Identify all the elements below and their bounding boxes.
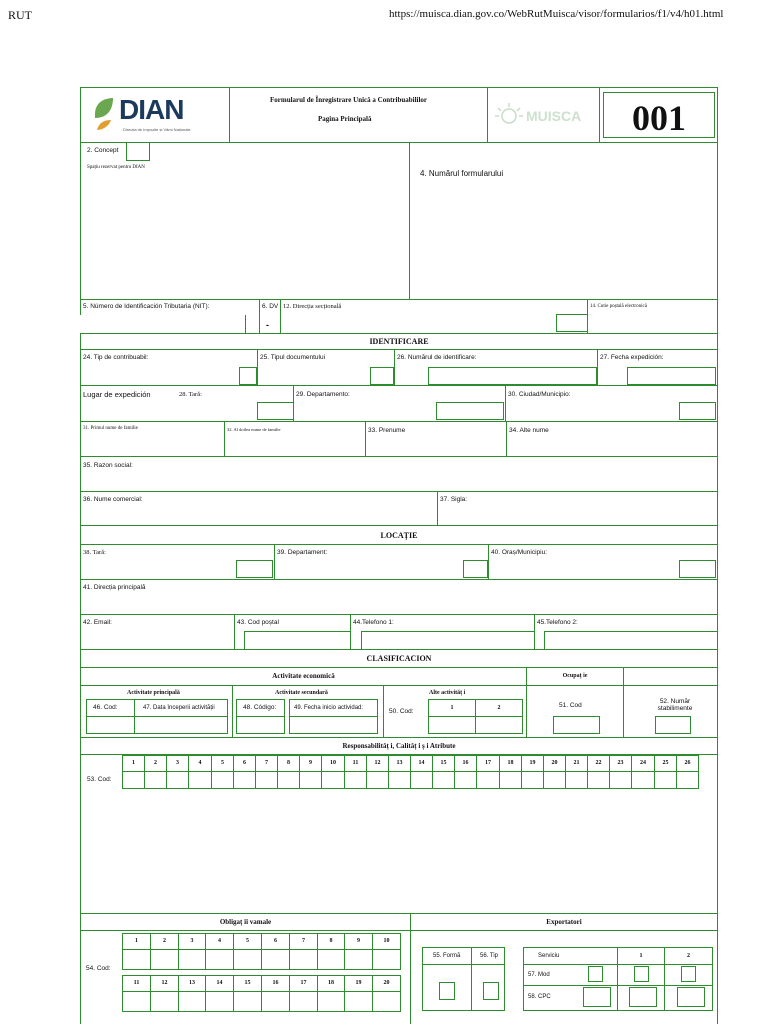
serviciu-col-1-label: 1: [639, 953, 643, 959]
f28-label: 28. Tară:: [179, 391, 202, 398]
f53-col-header: [654, 755, 677, 772]
f24-label: 24. Tip de contribuabil:: [83, 354, 149, 361]
f54-input[interactable]: [205, 991, 234, 1012]
f54-input[interactable]: [205, 949, 234, 970]
f54-col-label: 6: [274, 938, 277, 944]
f53-col-header: [676, 755, 699, 772]
f53-col-header: [521, 755, 544, 772]
f33-cell: [365, 421, 507, 457]
f53-col-label: 6: [243, 760, 246, 766]
f46-label-box: [86, 699, 135, 717]
f53-col-header: [410, 755, 433, 772]
f27-label: 27. Fecha expedición:: [600, 354, 664, 361]
f39-label: 39. Departament:: [277, 549, 328, 556]
direction-cell: [280, 299, 588, 334]
locatie-title: LOCAȚIE: [380, 531, 418, 540]
direction-input[interactable]: [556, 314, 588, 332]
reserved-label: Spațiu rezervat pentru DIAN: [87, 165, 145, 170]
f55-label: 55. Formă: [433, 953, 461, 959]
f53-col-header: [388, 755, 411, 772]
f54-col-label: 1: [135, 938, 138, 944]
activitate-title: Activitate economică: [272, 672, 335, 680]
f35-cell[interactable]: [80, 456, 718, 492]
f54-col-header: [205, 975, 234, 992]
obligatii-title: Obligaț ii vamale: [219, 918, 272, 926]
f54-col-label: 20: [383, 980, 390, 986]
f54-col-header: [261, 975, 290, 992]
f54-col-label: 14: [216, 980, 223, 986]
f53-col-label: 2: [154, 760, 157, 766]
f54-col-label: 17: [300, 980, 307, 986]
f49-label-box: [289, 699, 378, 717]
f53-input[interactable]: [432, 771, 455, 789]
f54-input[interactable]: [178, 991, 206, 1012]
f47-label: 47. Data începerii activității: [143, 705, 215, 711]
f54-input[interactable]: [233, 949, 262, 970]
clasificacion-header: [80, 649, 718, 668]
serviciu-col-1: [617, 947, 665, 965]
f53-col-label: 23: [617, 760, 624, 766]
f53-input[interactable]: [344, 771, 367, 789]
f56-input[interactable]: [483, 982, 499, 1000]
f54-input[interactable]: [372, 991, 401, 1012]
f42-label: 42. Email:: [83, 619, 112, 626]
f53-input[interactable]: [299, 771, 322, 789]
f53-input[interactable]: [122, 771, 145, 789]
dian-leaf-icon: [91, 96, 117, 132]
f53-col-header: [166, 755, 189, 772]
f54-col-label: 13: [189, 980, 195, 986]
f54-col-label: 19: [355, 980, 362, 986]
f46-input[interactable]: [86, 716, 135, 734]
f53-input[interactable]: [188, 771, 212, 789]
f40-input[interactable]: [679, 560, 716, 578]
f24-cell: [80, 349, 258, 386]
f47-label-box: [134, 699, 228, 717]
f54-col-header: [289, 933, 318, 950]
f54-col-label: 5: [246, 938, 249, 944]
f54-input[interactable]: [261, 949, 290, 970]
responsabilitati-title: Responsabilităț i, Calităț i ș i Atribute: [342, 742, 456, 750]
f27-input[interactable]: [627, 367, 716, 385]
dian-logo-text: DIAN: [119, 94, 184, 125]
f54-col-header: [233, 975, 262, 992]
f53-col-label: 13: [396, 760, 403, 766]
f52-input[interactable]: [655, 716, 691, 734]
dv-cell: [259, 299, 281, 334]
f35-label: 35. Razon social:: [83, 462, 133, 469]
f53-input[interactable]: [476, 771, 500, 789]
f53-input[interactable]: [676, 771, 699, 789]
logo-cell: [80, 87, 230, 143]
title-cell: [229, 87, 488, 143]
f53-input[interactable]: [211, 771, 234, 789]
f54-col-header: [344, 933, 373, 950]
alte-col-1-label: 1: [450, 705, 454, 711]
f53-col-label: 16: [462, 760, 469, 766]
f53-col-header: [565, 755, 588, 772]
f37-cell[interactable]: [437, 491, 718, 526]
alte-col-2: [475, 699, 523, 717]
f43-input[interactable]: [244, 631, 351, 650]
f53-col-label: 12: [374, 760, 381, 766]
f53-col-header: [255, 755, 278, 772]
f53-col-header: [609, 755, 632, 772]
f52-label: 52. Număr stabilimente: [657, 698, 693, 713]
f54-col-header: [261, 933, 290, 950]
f53-col-header: [233, 755, 256, 772]
f54-input[interactable]: [261, 991, 290, 1012]
f53-col-header: [499, 755, 522, 772]
f53-col-header: [432, 755, 455, 772]
f38-label: 38. Tară:: [83, 549, 106, 556]
f54-col-label: 8: [329, 938, 333, 944]
f24-input[interactable]: [239, 367, 257, 385]
f56-label-box: [471, 947, 505, 965]
f54-col-label: 2: [163, 938, 166, 944]
f53-input[interactable]: [565, 771, 588, 789]
f53-col-label: 18: [507, 760, 514, 766]
f31-label: 31. Primul nume de familie: [83, 426, 138, 431]
f53-input[interactable]: [609, 771, 632, 789]
f54-col-label: 3: [190, 938, 194, 944]
f53-col-label: 25: [662, 760, 669, 766]
f53-col-label: 4: [198, 760, 202, 766]
f25-label: 25. Tipul documentului: [260, 354, 326, 361]
f34-cell: [506, 421, 718, 457]
f50-label: 50. Cod:: [389, 708, 414, 715]
f53-col-header: [454, 755, 477, 772]
form-number-label: 4. Numărul formularului: [420, 169, 504, 178]
f54-col-label: 4: [218, 938, 221, 944]
f53-col-label: 14: [418, 760, 425, 766]
form-number-box: [603, 92, 715, 138]
f50-input-1[interactable]: [428, 716, 476, 734]
f58-cell-2: [617, 985, 665, 1011]
f53-input[interactable]: [388, 771, 411, 789]
alte-col-1: [428, 699, 476, 717]
f53-col-label: 15: [440, 760, 447, 766]
f53-col-label: 11: [352, 760, 359, 766]
f53-input[interactable]: [233, 771, 256, 789]
f30-input[interactable]: [679, 402, 716, 420]
f53-col-header: [543, 755, 566, 772]
blank-header-cell: [623, 667, 718, 686]
identificare-title: IDENTIFICARE: [369, 337, 429, 346]
muisca-logo-text: MUISCA: [526, 108, 582, 124]
f48-label: 48. Código:: [243, 704, 277, 711]
f53-col-header: [277, 755, 300, 772]
f54-col-label: 18: [328, 980, 334, 986]
f49-label: 49. Fecha inicio actividad:: [294, 705, 364, 711]
f53-input[interactable]: [454, 771, 477, 789]
f36-label: 36. Nume comercial:: [83, 496, 143, 503]
ocupatie-title: Ocupaț ie: [562, 673, 588, 679]
secundara-label: Activitate secundară: [275, 690, 328, 696]
concept-input[interactable]: [126, 142, 150, 161]
exportatori-title: Exportatori: [546, 918, 582, 926]
serviciu-col-2: [664, 947, 713, 965]
f53-col-label: 3: [176, 760, 179, 766]
f41-label: 41. Direcția principală: [83, 584, 146, 591]
email-box-label: 14. Cutie poștală electronică: [590, 304, 647, 309]
f41-cell[interactable]: [80, 579, 718, 615]
f54-col-header: [289, 975, 318, 992]
f54-input[interactable]: [150, 949, 179, 970]
f53-input[interactable]: [366, 771, 389, 789]
f28-input[interactable]: [257, 402, 294, 420]
f54-input[interactable]: [289, 991, 318, 1012]
f53-col-header: [344, 755, 367, 772]
f26-input[interactable]: [428, 367, 597, 385]
f54-col-header: [122, 975, 151, 992]
obligatii-header: [80, 913, 411, 931]
f40-label: 40. Oraș/Municipiu:: [491, 549, 547, 556]
f54-input[interactable]: [372, 949, 401, 970]
f56-label: 56. Tip: [480, 953, 499, 959]
f54-col-header: [150, 933, 179, 950]
f53-col-label: 26: [684, 760, 691, 766]
f57-label-box: [523, 964, 618, 986]
f53-col-header: [299, 755, 322, 772]
f54-col-label: 7: [302, 938, 305, 944]
page-header-title: RUT: [8, 8, 32, 22]
f57-cell-3: [664, 964, 713, 986]
f54-col-header: [150, 975, 179, 992]
principala-label: Activitate principală: [127, 690, 180, 696]
f29-input[interactable]: [436, 402, 504, 420]
f49-input[interactable]: [289, 716, 378, 734]
f33-label: 33. Prenume: [368, 427, 406, 434]
email-box-cell: [587, 299, 718, 334]
f54-input[interactable]: [344, 991, 373, 1012]
dv-label: 6. DV: [262, 303, 279, 310]
f53-col-header: [587, 755, 610, 772]
f54-col-header: [178, 975, 206, 992]
muisca-logo-icon: [494, 102, 524, 128]
f46-label: 46. Cod:: [93, 704, 118, 711]
f54-input[interactable]: [233, 991, 262, 1012]
muisca-cell: [487, 87, 600, 143]
alte-col-2-label: 2: [497, 705, 501, 711]
f54-col-label: 16: [272, 980, 279, 986]
serviciu-label-box: [523, 947, 618, 965]
f53-input[interactable]: [543, 771, 566, 789]
f54-input[interactable]: [178, 949, 206, 970]
f53-col-header: [122, 755, 145, 772]
f53-label: 53. Cod:: [87, 776, 112, 783]
f31-cell: [80, 421, 225, 457]
f54-col-header: [372, 933, 401, 950]
f53-col-header: [144, 755, 167, 772]
dv-dash: -: [266, 320, 269, 330]
form-number: 001: [632, 98, 686, 138]
f54-col-label: 15: [244, 980, 251, 986]
serviciu-col-2-label: 2: [687, 953, 690, 959]
f53-col-label: 9: [309, 760, 312, 766]
locatie-header: [80, 525, 718, 545]
f29-label: 29. Departamento:: [296, 391, 350, 398]
f32-cell: [224, 421, 366, 457]
f54-input[interactable]: [122, 991, 151, 1012]
f53-col-label: 24: [640, 760, 646, 766]
direction-label: 12. Direcția secțională: [283, 303, 342, 310]
serviciu-label: Serviciu: [538, 953, 560, 959]
nit-label: 5. Número de Identificación Tributaria (NIT):: [83, 303, 210, 310]
f50-input-2[interactable]: [475, 716, 523, 734]
f54-col-label: 10: [383, 938, 390, 944]
f53-col-label: 19: [529, 760, 536, 766]
f54-input[interactable]: [317, 991, 345, 1012]
f54-col-header: [317, 975, 345, 992]
f53-col-label: 21: [573, 760, 580, 766]
responsabilitati-header: [80, 737, 718, 755]
f26-label: 26. Numărul de identificare:: [397, 354, 477, 361]
f58-cell-3: [664, 985, 713, 1011]
f54-input[interactable]: [317, 949, 345, 970]
form-number-area: [409, 142, 718, 300]
f57-cell-2: [617, 964, 665, 986]
reserved-area: [80, 142, 410, 300]
f44-label: 44.Telefono 1:: [353, 619, 394, 626]
f53-col-label: 5: [221, 760, 224, 766]
f53-col-label: 7: [265, 760, 268, 766]
lugar-label: Lugar de expedición: [83, 390, 151, 399]
f32-label: 32. Al doilea nume de familie: [227, 427, 281, 432]
f53-input[interactable]: [631, 771, 655, 789]
f57-label: 57. Mod: [528, 972, 550, 978]
f45-label: 45.Telefono 2:: [537, 619, 578, 626]
f54-col-header: [122, 933, 151, 950]
f42-cell[interactable]: [80, 614, 235, 650]
f51-input[interactable]: [553, 716, 600, 734]
f30-label: 30. Ciudad/Municipio:: [508, 391, 571, 398]
f54-col-header: [317, 933, 345, 950]
f53-col-label: 20: [551, 760, 558, 766]
f53-col-header: [366, 755, 389, 772]
f54-col-header: [233, 933, 262, 950]
f53-input[interactable]: [587, 771, 610, 789]
f53-col-header: [188, 755, 212, 772]
f54-col-header: [205, 933, 234, 950]
f54-input[interactable]: [150, 991, 179, 1012]
f54-col-label: 12: [161, 980, 168, 986]
f25-input[interactable]: [370, 367, 394, 385]
f45-input[interactable]: [544, 631, 718, 650]
page-title: Pagina Principală: [318, 115, 372, 123]
f51-label: 51. Cod: [559, 702, 582, 709]
f44-input[interactable]: [361, 631, 535, 650]
f54-col-header: [372, 975, 401, 992]
f55-label-box: [422, 947, 472, 965]
f54-input[interactable]: [344, 949, 373, 970]
f54-col-label: 9: [357, 938, 360, 944]
f53-input[interactable]: [255, 771, 278, 789]
alte-label: Alte activităț i: [429, 690, 466, 696]
form-title: Formularul de Înregistrare Unică a Contribuabililor: [270, 96, 428, 104]
f53-col-label: 1: [132, 760, 135, 766]
f53-col-label: 8: [287, 760, 290, 766]
f54-input[interactable]: [122, 949, 151, 970]
f53-col-label: 10: [330, 760, 336, 766]
f53-col-header: [476, 755, 500, 772]
f47-input[interactable]: [134, 716, 228, 734]
ocupatie-header: [526, 667, 624, 686]
f53-input[interactable]: [321, 771, 345, 789]
f53-input[interactable]: [654, 771, 677, 789]
f54-label: 54. Cod:: [86, 965, 111, 972]
f58-label: 58. CPC: [528, 994, 551, 1000]
f34-label: 34. Alte nume: [509, 427, 549, 434]
f53-col-label: 17: [485, 760, 491, 766]
f53-col-header: [211, 755, 234, 772]
f55-input[interactable]: [439, 982, 455, 1000]
f53-input[interactable]: [410, 771, 433, 789]
f43-label: 43. Cod poștal: [237, 619, 279, 626]
dian-logo-subtitle: Direcția de Impozite și Vămi Naționale: [123, 127, 191, 132]
page-url: https://muisca.dian.gov.co/WebRutMuisca/visor/formularios/f1/v4/h01.html: [389, 8, 724, 20]
f53-input[interactable]: [499, 771, 522, 789]
f39-cell: [274, 544, 489, 580]
concept-label: 2. Concept: [87, 147, 119, 154]
f48-input[interactable]: [236, 716, 285, 734]
nit-input[interactable]: [80, 315, 246, 334]
f53-input[interactable]: [144, 771, 167, 789]
f54-col-header: [178, 933, 206, 950]
f54-col-header: [344, 975, 373, 992]
f53-input[interactable]: [166, 771, 189, 789]
f53-col-label: 22: [595, 760, 602, 766]
f53-input[interactable]: [277, 771, 300, 789]
f53-col-header: [631, 755, 655, 772]
f53-input[interactable]: [521, 771, 544, 789]
exportatori-header: [410, 913, 718, 931]
activitate-header: [80, 667, 527, 686]
identificare-header: [80, 333, 718, 350]
f37-label: 37. Sigla:: [440, 496, 468, 503]
f54-input[interactable]: [289, 949, 318, 970]
f58-label-box: [523, 985, 618, 1011]
f38-input[interactable]: [236, 560, 273, 578]
f48-label-box: [236, 699, 285, 717]
clasificacion-title: CLASIFICACION: [366, 654, 432, 663]
f54-col-label: 11: [133, 980, 140, 986]
f53-col-header: [321, 755, 345, 772]
f39-input[interactable]: [463, 560, 488, 578]
f36-cell[interactable]: [80, 491, 438, 526]
